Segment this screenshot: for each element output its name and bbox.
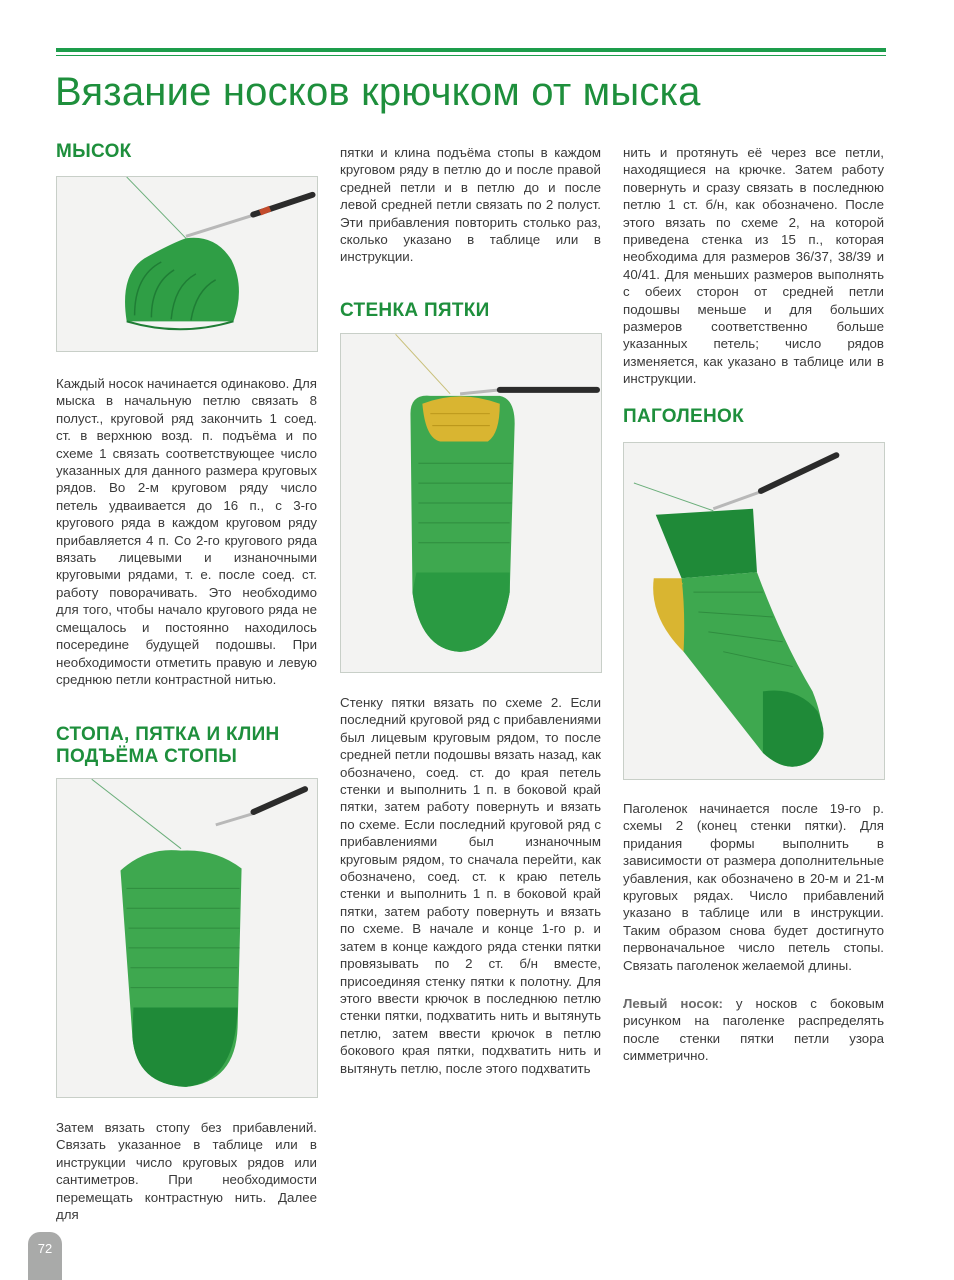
left-sock-text: у носков с боковым рисунком на паголенке распределять после стенки пятки петли узора симметрично. bbox=[623, 996, 885, 1064]
page-title: Вязание носков крючком от мыска bbox=[55, 70, 701, 114]
toe-heading: МЫСОК bbox=[56, 141, 132, 162]
page-number-tab bbox=[28, 1232, 62, 1280]
header-rule bbox=[56, 48, 886, 52]
toe-text: Каждый носок начинается одинаково. Для мыска в начальную петлю связать 8 полуст., круговой ряд закончить 1 соед. ст. в верхнюю возд. п. подъёма и по схеме 1 связать соответствующее число указанных для данного размера круговых рядов. Во 2-м круговом ряду число петель удваивается до 16 п., с 3-го кругового ряда в каждом круговом ряду прибавляется 4 п. Со 2-го кругового ряда вязать лицевыми и изнаночными круговыми рядами, т. е. после соед. ст. работу поворачивать. Это необходимо для того, чтобы начало кругового ряда не смещалось и постоянно находилось посередине будущей подошвы. При необходимости отметить правую и левую среднюю петли контрастной нитью. bbox=[56, 376, 317, 687]
crochet-toe-icon bbox=[57, 177, 317, 351]
header-rule-thin bbox=[56, 55, 886, 56]
crochet-heel-icon bbox=[341, 334, 601, 672]
toe-photo bbox=[56, 176, 318, 352]
heel-heading: СТЕНКА ПЯТКИ bbox=[340, 300, 490, 321]
foot-text-continued: пятки и клина подъёма стопы в каждом круговом ряду в петлю до и после правой средней петли и в петлю до и после левой средней петли связать по 2 полуст. Эти прибавления повторить столько раз, сколько указано в таблице или в инструкции. bbox=[340, 145, 601, 265]
cuff-photo bbox=[623, 442, 885, 780]
heel-text-continued: нить и протянуть её через все петли, находящиеся на крючке. Затем работу повернуть и сразу связать в последнюю петлю 1 ст. б/н, как обозначено. После этого вязать по схеме 2, на которой приведена стенка из 15 п., которая необходима для размеров 36/37, 38/39 и 40/41. Для меньших размеров выполнять с обеих сторон от средней петли подошвы меньше и для больших размеров соответственно больше указанных петель; число рядов изменяется, как указано в таблице или в инструкции. bbox=[623, 145, 884, 387]
foot-text: Затем вязать стопу без прибавлений. Связать указанное в таблице или в инструкции число круговых рядов или сантиметров. При необходимости перемещать контрастную нить. Далее для bbox=[56, 1120, 317, 1223]
crochet-cuff-icon bbox=[624, 443, 884, 779]
heel-text: Стенку пятки вязать по схеме 2. Если последний круговой ряд с прибавлениями был лицевым круговым рядом, то после средней петли подошвы вязать назад, как обозначено, соед. ст. до края петель стенки и выполнить 1 п. в боковой край пятки, затем работу повернуть и вязать по схеме. Если последний круговой ряд с прибавлениями был изнаночным круговым рядом, то сначала перейти, как обозначено, соед. ст. к краю петель стенки и выполнить 1 п. в боковой край пятки, затем работу повернуть и вязать по схеме. В начале и конце 1-го р. и затем в конце каждого ряда стенки пятки провязывать по 2 ст. б/н вместе, присоединяя стенку пятки к полотну. Для этого ввести крючок в последнюю петлю стенки пятки, подхватить нить и вытянуть петлю, затем ввести крючок в петлю бокового края пятки, подхватить нить и вытянуть петлю, после этого подхватить bbox=[340, 695, 601, 1076]
foot-photo bbox=[56, 778, 318, 1098]
foot-heading: СТОПА, ПЯТКА И КЛИН ПОДЪЁМА СТОПЫ bbox=[56, 724, 280, 767]
heel-photo bbox=[340, 333, 602, 673]
left-sock-label: Левый носок: bbox=[623, 996, 723, 1011]
page-number: 72 bbox=[37, 1241, 53, 1256]
crochet-foot-icon bbox=[57, 779, 317, 1097]
cuff-heading: ПАГОЛЕНОК bbox=[623, 406, 745, 427]
cuff-text: Паголенок начинается после 19-го р. схемы 2 (конец стенки пятки). Для придания формы выполнить в зависимости от размера дополнительные убавления, как обозначено в 20-м и 21-м круговых рядах. Число прибавлений указано в таблице или в инструкции. Таким образом снова будет достигнуто первоначальное число петель стопы. Связать паголенок желаемой длины. bbox=[623, 801, 884, 973]
left-sock-note bbox=[623, 995, 884, 1065]
